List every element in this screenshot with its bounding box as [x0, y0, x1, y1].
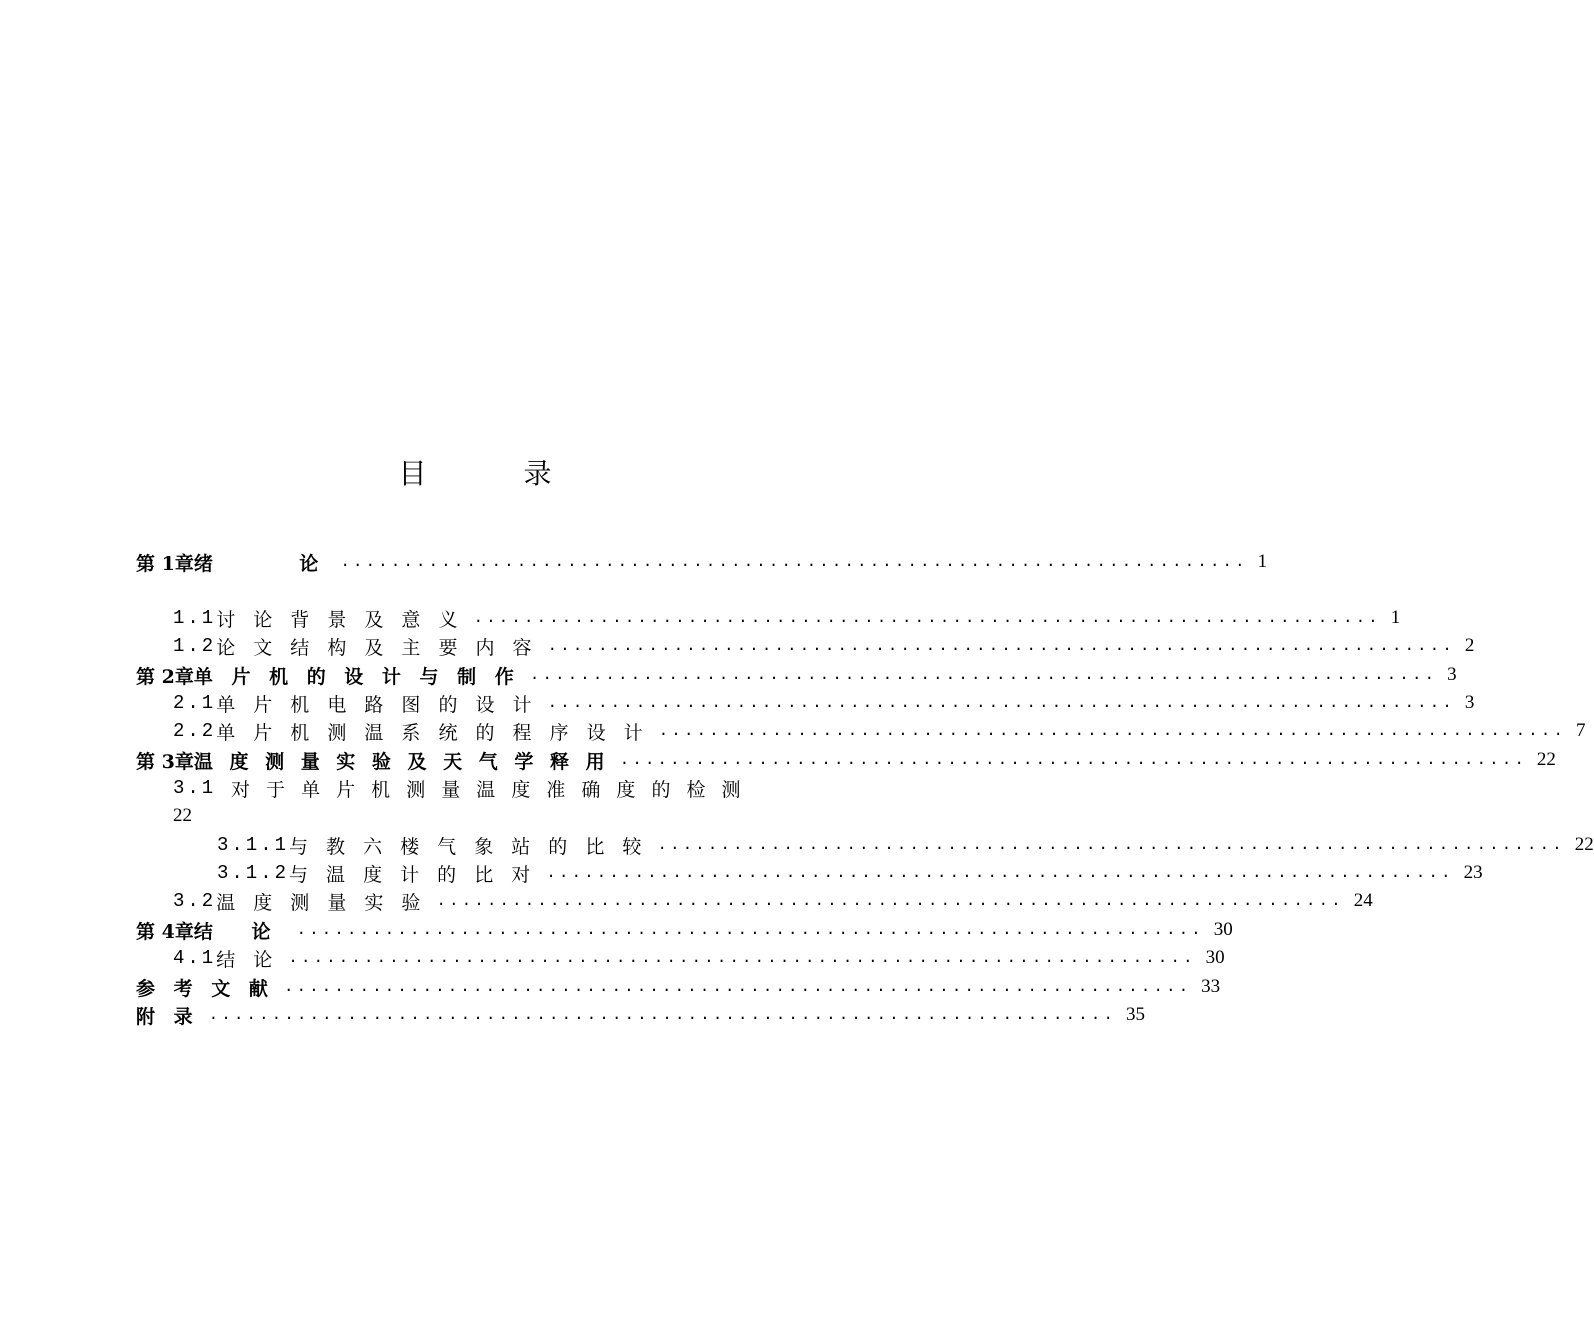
toc-entry-text: 对 于 单 片 机 测 量 温 度 准 确 度 的 检 测: [231, 778, 746, 801]
toc-entry-number: 第 3章: [136, 750, 194, 773]
toc-entry-2-2[interactable]: [173, 717, 1586, 745]
toc-leader-dots: ........................................................................: [529, 666, 1438, 684]
toc-entry-page: 24: [1353, 890, 1373, 911]
toc-entry-page: 30: [1205, 947, 1225, 968]
toc-entry-page: 22: [173, 805, 192, 826]
toc-entry-text: 与 教 六 楼 气 象 站 的 比 较: [289, 835, 648, 858]
toc-entry-4-1[interactable]: [173, 944, 1225, 972]
toc-entry-page: 30: [1213, 919, 1233, 940]
toc-entry-text: 与 温 度 计 的 比 对: [289, 863, 537, 886]
toc-leader-dots: ........................................................................: [473, 609, 1381, 627]
toc-entry-text: 温 度 测 量 实 验: [216, 891, 427, 914]
toc-leader-dots: ........................................................................: [208, 1006, 1116, 1024]
toc-entry-number: 第 4章: [136, 920, 194, 943]
toc-leader-dots: ........................................................................: [546, 864, 1454, 882]
toc-entry-page: 22: [1574, 834, 1594, 855]
toc-entry-3-1-2[interactable]: [217, 859, 1483, 887]
toc-title: 目 录: [398, 457, 596, 490]
toc-entry-page: 33: [1201, 976, 1221, 997]
toc-leader-dots: ........................................................................: [340, 553, 1248, 571]
toc-entry-references[interactable]: [136, 973, 1221, 1001]
toc-entry-number: 1.2: [173, 635, 217, 657]
toc-entry-number: 3.2: [173, 890, 217, 912]
toc-entry-3-1-page-line: [173, 802, 233, 830]
toc-entry-1-2[interactable]: [173, 632, 1475, 660]
toc-leader-dots: ........................................................................: [296, 921, 1204, 939]
toc-leader-dots: ........................................................................: [619, 751, 1527, 769]
toc-entry-page: 22: [1536, 749, 1556, 770]
toc-entry-appendix[interactable]: [136, 1001, 1145, 1029]
toc-entry-3-1[interactable]: [173, 774, 813, 802]
toc-entry-page: 7: [1575, 720, 1586, 741]
toc-leader-dots: ........................................................................: [658, 722, 1566, 740]
toc-entry-chapter-2[interactable]: [136, 661, 1457, 689]
toc-entry-page: 1: [1257, 551, 1268, 572]
toc-entry-chapter-1[interactable]: [136, 548, 1268, 576]
toc-entry-number: 第 2章: [136, 665, 194, 688]
toc-leader-dots: ........................................................................: [288, 949, 1196, 967]
toc-entry-text: 单 片 机 测 温 系 统 的 程 序 设 计: [216, 721, 649, 744]
toc-entry-page: 23: [1463, 862, 1483, 883]
toc-entry-number: 第 1章: [136, 552, 194, 575]
toc-entry-text: 单 片 机 电 路 图 的 设 计: [216, 693, 538, 716]
toc-entry-number: 4.1: [173, 947, 217, 969]
toc-entry-number: 1.1: [173, 607, 217, 629]
toc-entry-page: 3: [1447, 664, 1457, 685]
toc-leader-dots: ........................................................................: [547, 694, 1455, 712]
toc-entry-text: 结 论: [216, 948, 279, 971]
toc-entry-number: 3.1.2: [217, 862, 290, 884]
toc-entry-text: 论 文 结 构 及 主 要 内 容: [216, 636, 538, 659]
toc-entry-page: 35: [1125, 1004, 1145, 1025]
toc-entry-text: 单 片 机 的 设 计 与 制 作: [193, 665, 520, 688]
toc-entry-text: 绪 论: [193, 552, 331, 575]
toc-entry-chapter-4[interactable]: [136, 916, 1233, 944]
toc-entry-page: 3: [1464, 692, 1475, 713]
toc-entry-number: 3.1.1: [217, 834, 290, 856]
toc-entry-text: 温 度 测 量 实 验 及 天 气 学 释 用: [193, 750, 610, 773]
toc-entry-number: 3.1: [173, 777, 217, 799]
toc-entry-text: 附 录: [136, 1005, 199, 1028]
toc-leader-dots: ........................................................................: [657, 836, 1565, 854]
toc-entry-page: 2: [1464, 635, 1475, 656]
toc-entry-page: 1: [1390, 607, 1401, 628]
toc-entry-text: 讨 论 背 景 及 意 义: [216, 608, 464, 631]
toc-leader-dots: ........................................................................: [547, 637, 1455, 655]
toc-entry-chapter-3[interactable]: [136, 746, 1556, 774]
toc-entry-number: 2.1: [173, 692, 217, 714]
toc-entry-text: 结 论: [193, 920, 287, 943]
toc-entry-2-1[interactable]: [173, 689, 1475, 717]
toc-leader-dots: ........................................................................: [283, 978, 1192, 996]
toc-entry-3-2[interactable]: [173, 887, 1373, 915]
toc-entry-number: 2.2: [173, 720, 217, 742]
toc-entry-text: 参 考 文 献: [136, 977, 274, 1000]
toc-entry-1-1[interactable]: [173, 604, 1401, 632]
toc-entry-3-1-1[interactable]: [217, 831, 1594, 859]
toc-leader-dots: ........................................................................: [436, 892, 1344, 910]
